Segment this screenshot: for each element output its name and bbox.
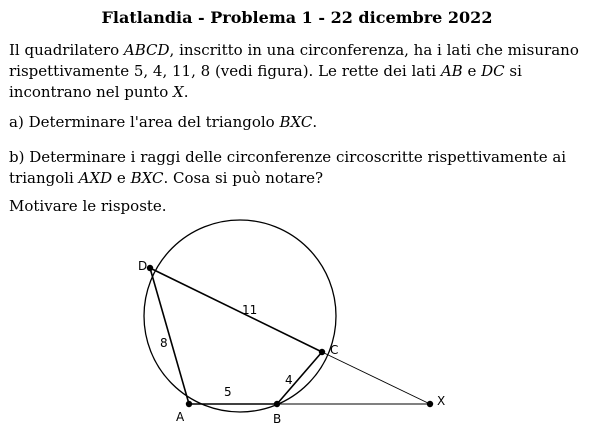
point-b <box>274 401 280 407</box>
problem-statement: Il quadrilatero ABCD, inscritto in una circonferenza, ha i lati che misurano rispettivamente 5, 4, 11, 8 (vedi figura). Le rette dei lati AB e DC si incontrano nel punto X. <box>9 41 579 101</box>
label-a: A <box>176 410 185 424</box>
math-symbol: ABCD <box>123 41 170 59</box>
label-b: B <box>273 412 282 426</box>
page-title: Flatlandia - Problema 1 - 22 dicembre 2022 <box>101 8 493 27</box>
side-cd <box>150 268 322 352</box>
side-bc <box>277 352 322 404</box>
label-side-cd: 11 <box>242 303 258 317</box>
label-d: D <box>138 259 148 273</box>
point-c <box>319 349 325 355</box>
math-symbol: DC <box>481 62 505 80</box>
math-symbol: X <box>173 83 184 101</box>
point-d <box>147 265 153 271</box>
math-symbol: AB <box>440 62 463 80</box>
label-c: C <box>330 343 339 357</box>
point-a <box>186 401 192 407</box>
math-symbol: AXD <box>78 169 113 187</box>
label-side-bc: 4 <box>285 373 293 387</box>
math-symbol: BXC <box>279 113 313 131</box>
point-x <box>427 401 433 407</box>
label-side-da: 8 <box>160 336 168 350</box>
math-symbol: BXC <box>130 169 164 187</box>
circumcircle <box>144 220 339 412</box>
side-da <box>150 268 189 404</box>
instruction-text: Motivare le risposte. <box>9 197 167 215</box>
label-side-ab: 5 <box>224 385 232 399</box>
question-b: b) Determinare i raggi delle circonferenze circoscritte rispettivamente ai triangoli AXD e BXC. Cosa si può notare? <box>9 148 567 187</box>
label-x: X <box>437 394 446 408</box>
line-cx <box>322 352 430 404</box>
question-a: a) Determinare l'area del triangolo BXC. <box>9 113 318 131</box>
